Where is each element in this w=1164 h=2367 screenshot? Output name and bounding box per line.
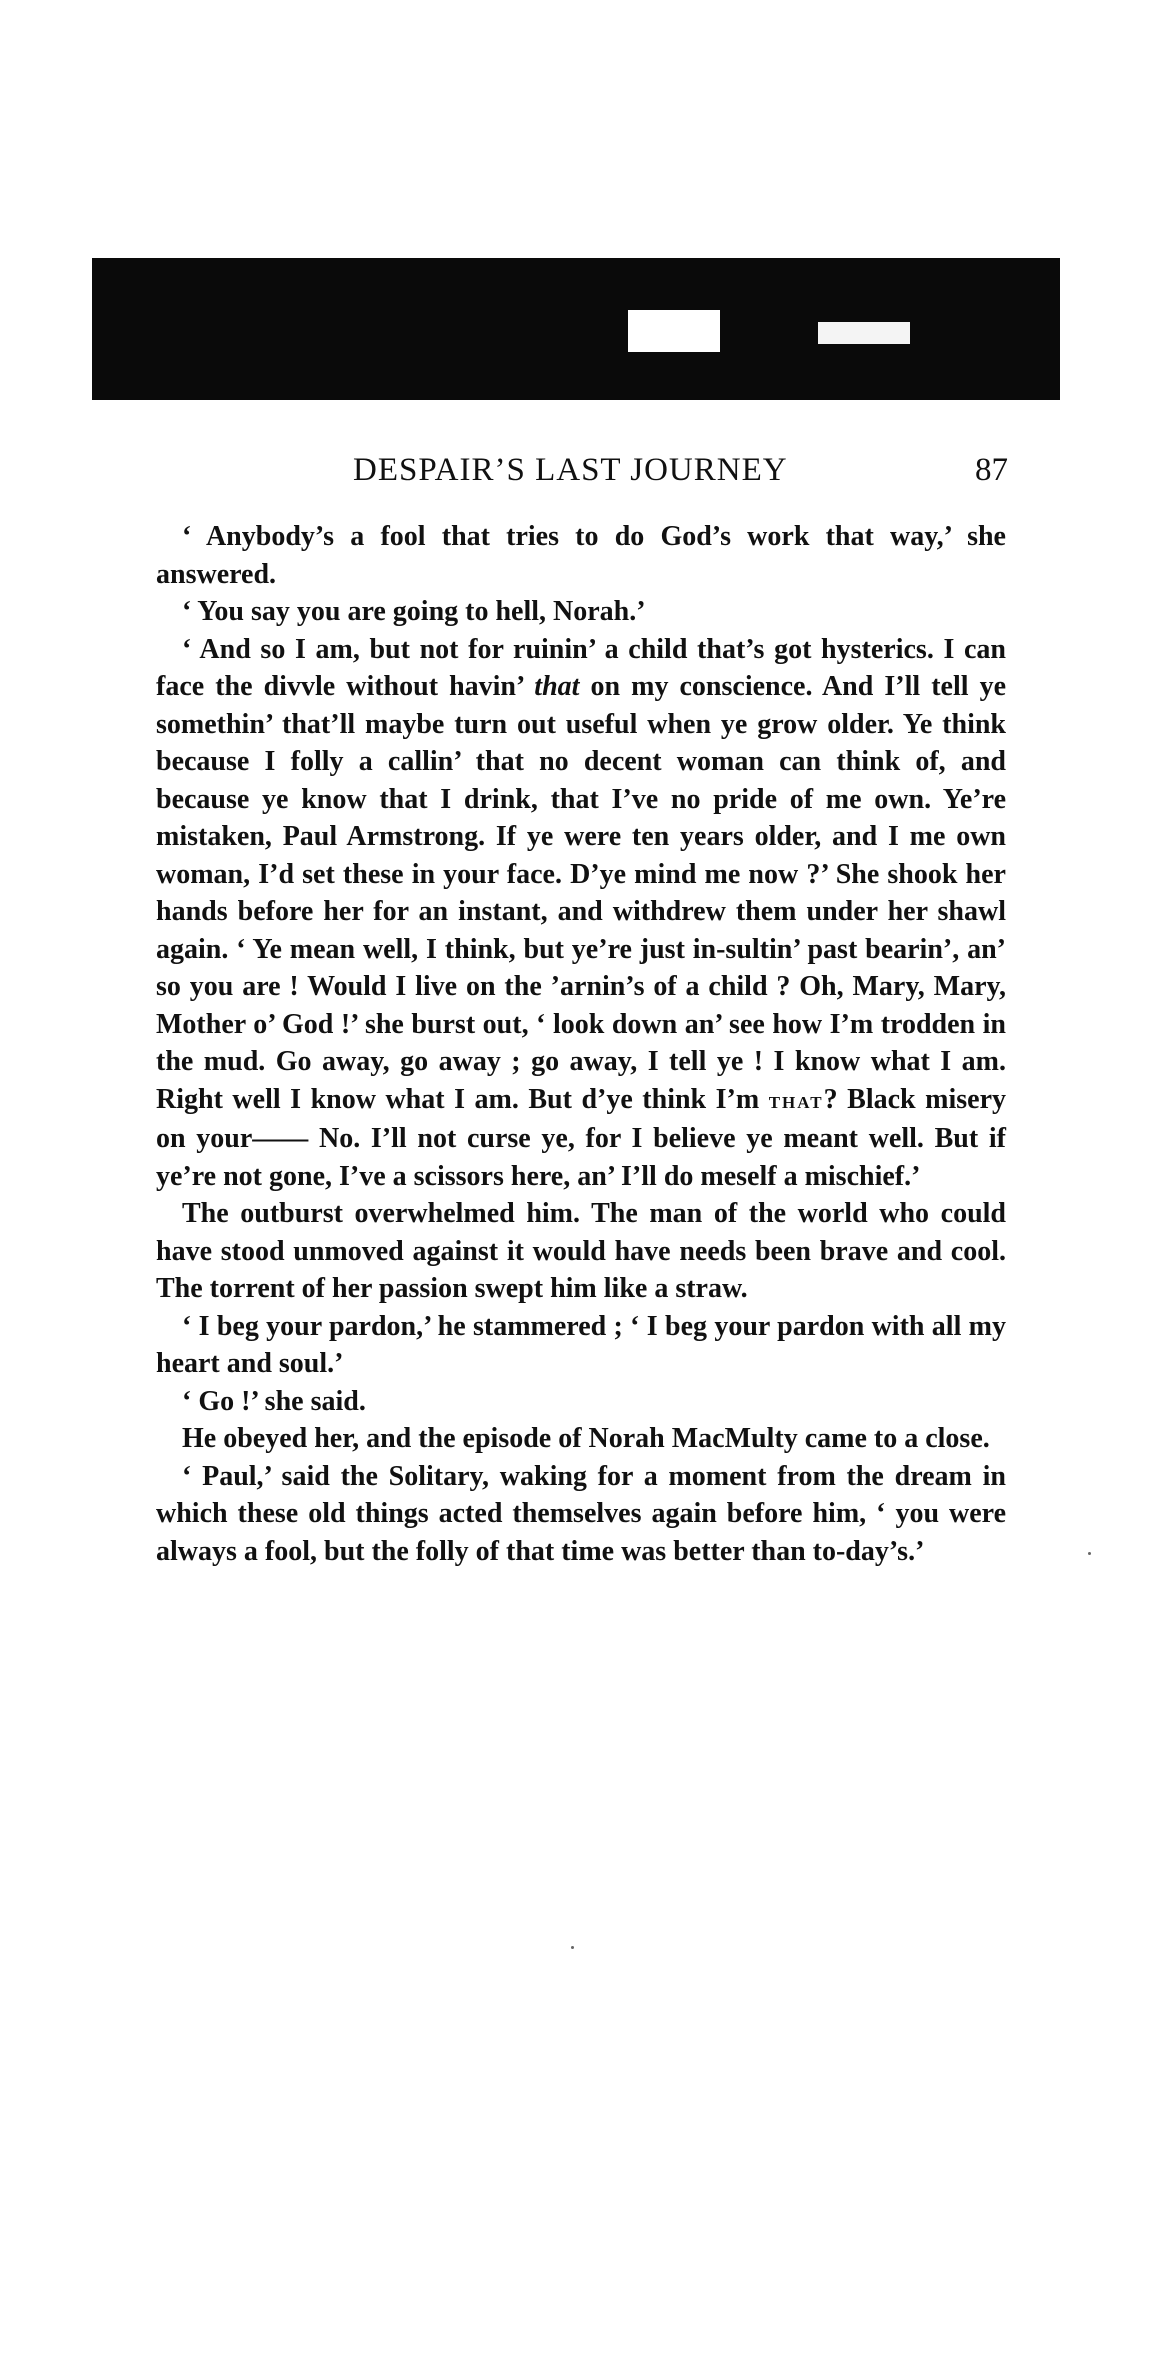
body-text (156, 518, 1006, 1570)
paragraph: The outburst overwhelmed him. The man of the world who could have stood unmoved against it would have needs been brave and cool. The torrent of her passion swept him like a straw. (156, 1198, 1006, 1304)
paragraph: ‘ You say you are going to hell, Norah.’ (182, 596, 646, 627)
paragraph: ‘ Anybody’s a fool that tries to do God’s work that way,’ she answered. (156, 521, 1006, 590)
paragraph: He obeyed her, and the episode of Norah MacMulty came to a close. (182, 1423, 990, 1454)
stray-mark (1088, 1552, 1091, 1555)
running-head (148, 452, 1008, 502)
small-caps-text: that (768, 1087, 824, 1114)
paragraph-text: ‘ And so I am, but not for ruinin’ a child that’s got hysterics. I can face the divvle without havin’ (156, 633, 1006, 702)
stray-mark (571, 1946, 574, 1949)
emphasis-text: that (534, 671, 580, 702)
redaction-notch (628, 310, 720, 352)
running-title: DESPAIR’S LAST JOURNEY (353, 452, 788, 488)
paragraph-text: ? Black misery on your—— No. I’ll not curse ye, for I believe ye meant well. But if ye’re not gone, I’ve a scissors here, an’ I’ll do meself a mischief.’ (156, 1083, 1006, 1192)
paragraph: ‘ Paul,’ said the Solitary, waking for a moment from the dream in which these old things acted themselves again before him, ‘ you were always a fool, but the folly of that time was better than to-day’s.’ (156, 1460, 1006, 1567)
paragraph-text: on my conscience. And I’ll tell ye somethin’ that’ll maybe turn out useful when ye grow older. Ye think because I folly a callin’ that no decent woman can think of, and because ye know that I drink, that I’ve no pride of me own. Ye’re mistaken, Paul Armstrong. If ye were ten years older, and I me own woman, I’d set these in your face. D’ye mind me now ?’ She shook her hands before her for an instant, and withdrew them under her shawl again. ‘ Ye mean well, I think, but ye’re just in-sultin’ past bearin’, an’ so you are ! Would I live on the ’arnin’s of a child ? Oh, Mary, Mary, Mother o’ God !’ she burst out, ‘ look down an’ see how I’m trodden in the mud. Go away, go away ; go away, I tell ye ! I know what I am. Right well I know what I am. But d’ye think I’m (156, 671, 1006, 1115)
page-number: 87 (975, 452, 1008, 488)
redaction-notch (818, 322, 910, 344)
paragraph: ‘ Go !’ she said. (182, 1385, 366, 1417)
redaction-bar (92, 258, 1060, 400)
paragraph: ‘ I beg your pardon,’ he stammered ; ‘ I beg your pardon with all my heart and soul.’ (156, 1310, 1006, 1379)
paragraph (156, 631, 1006, 1196)
